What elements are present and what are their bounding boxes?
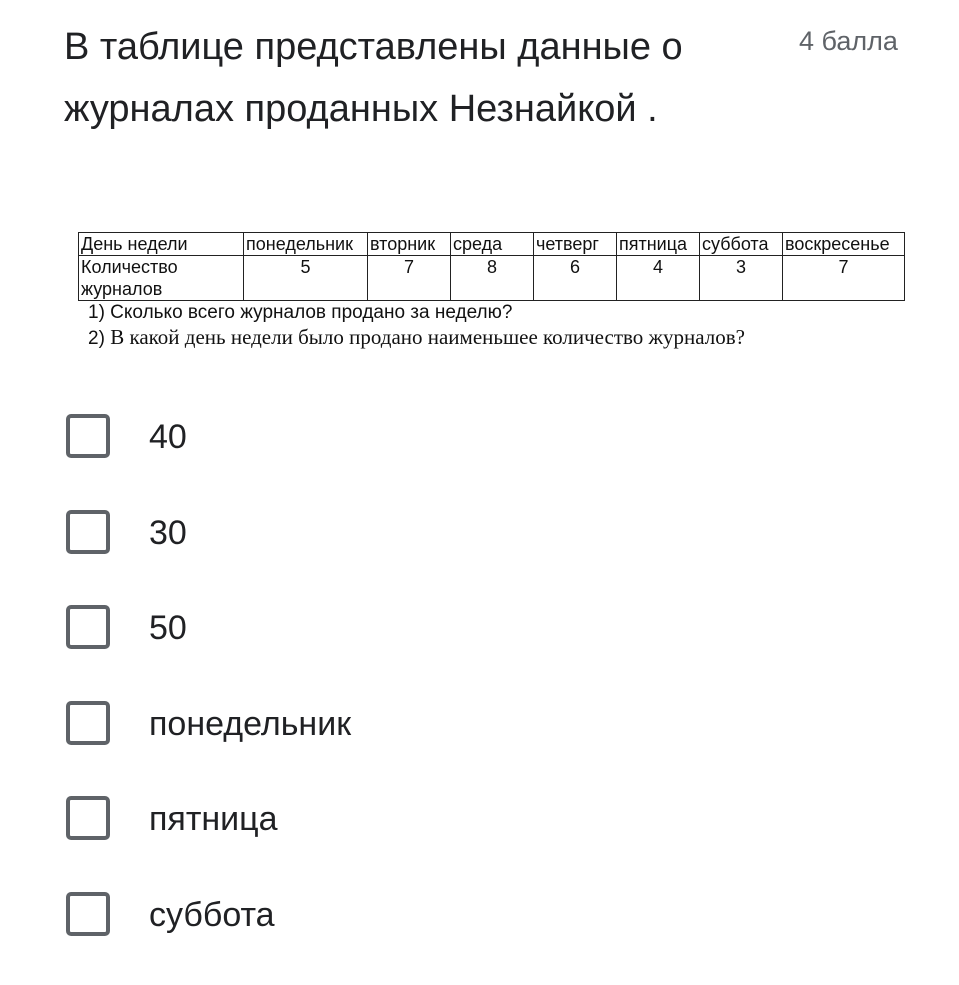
- table-value-cell: 7: [368, 256, 451, 301]
- table-value-cell: 6: [534, 256, 617, 301]
- table-day-cell: среда: [451, 233, 534, 256]
- question-title: В таблице представлены данные о журналах проданных Незнайкой .: [64, 26, 683, 130]
- checkbox[interactable]: [66, 892, 110, 936]
- table-day-cell: четверг: [534, 233, 617, 256]
- option-label[interactable]: 40: [149, 418, 187, 456]
- table-value-cell: 7: [783, 256, 905, 301]
- checkbox[interactable]: [66, 796, 110, 840]
- option-label[interactable]: понедельник: [149, 704, 352, 743]
- checkbox[interactable]: [66, 701, 110, 745]
- table-value-cell: 8: [451, 256, 534, 301]
- table-day-cell: суббота: [700, 233, 783, 256]
- table-day-cell: воскресенье: [783, 233, 905, 256]
- option-label[interactable]: пятница: [149, 800, 278, 838]
- points-label: 4 балла: [799, 26, 898, 56]
- subquestion-1: 1) Сколько всего журналов продано за неделю?: [88, 302, 513, 323]
- table-day-cell: понедельник: [244, 233, 368, 256]
- table-row-label: Количество журналов: [79, 256, 244, 301]
- table-row-label: День недели: [79, 233, 244, 256]
- option-label[interactable]: суббота: [149, 895, 275, 934]
- table-day-cell: вторник: [368, 233, 451, 256]
- table-value-cell: 4: [617, 256, 700, 301]
- option-label[interactable]: 30: [149, 513, 187, 552]
- table-header-row: [79, 233, 905, 256]
- checkbox[interactable]: [66, 605, 110, 649]
- table-values-row: [79, 256, 905, 301]
- checkbox[interactable]: [66, 510, 110, 554]
- option-label[interactable]: 50: [149, 609, 187, 647]
- sales-table: [78, 232, 905, 301]
- question-header: [64, 16, 924, 140]
- table-value-cell: 5: [244, 256, 368, 301]
- subquestion-2: [88, 325, 904, 351]
- subquestion-2-number: 2): [88, 328, 105, 349]
- table-value-cell: 3: [700, 256, 783, 301]
- table-day-cell: пятница: [617, 233, 700, 256]
- subquestion-2-text: В какой день недели было продано наименьшее количество журналов?: [110, 325, 746, 349]
- checkbox[interactable]: [66, 414, 110, 458]
- question-image: [78, 232, 904, 351]
